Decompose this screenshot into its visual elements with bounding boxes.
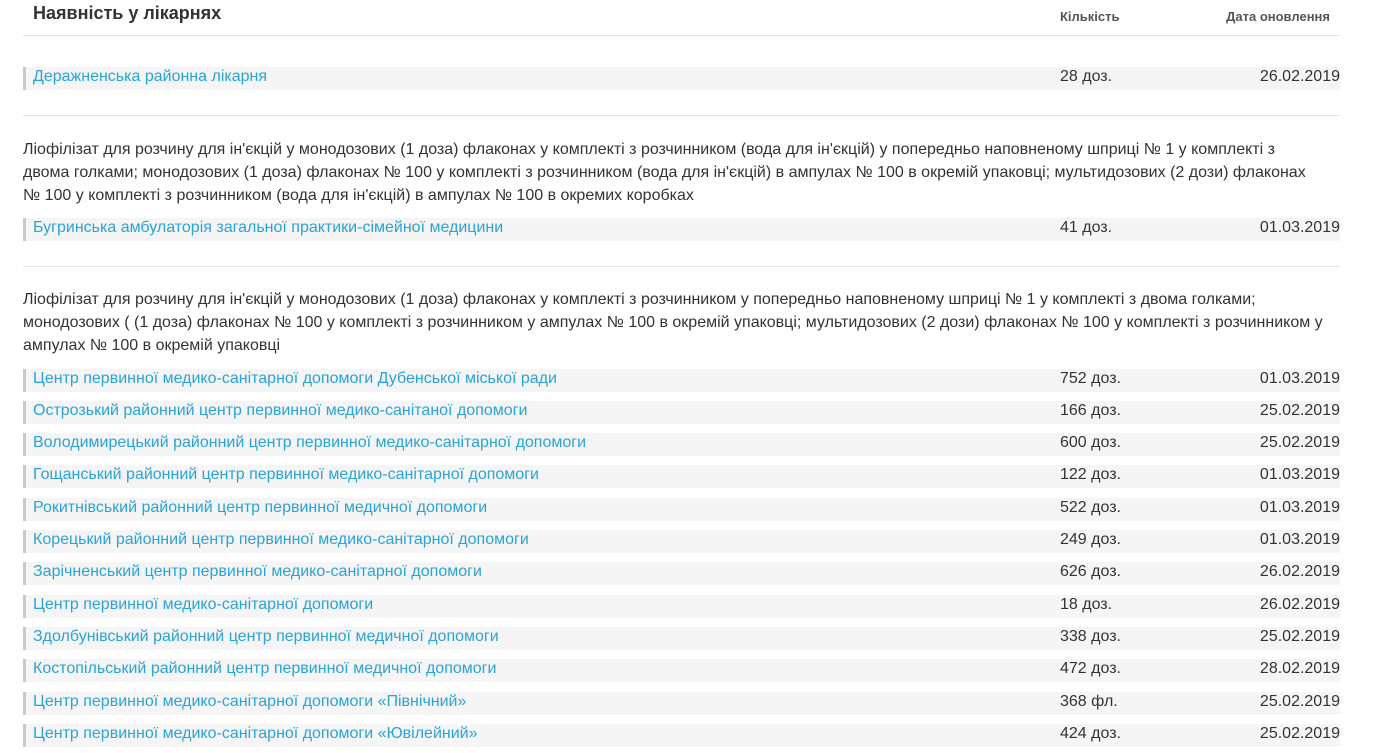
- date-column-header: Дата оновлення: [1226, 9, 1330, 24]
- quantity-value: 249 доз.: [1060, 531, 1121, 548]
- hospital-row: [23, 465, 1340, 488]
- update-date: 26.02.2019: [1259, 563, 1340, 580]
- hospital-link[interactable]: Зарічненський центр первинної медико-санітарної допомоги: [33, 563, 482, 580]
- hospital-link[interactable]: Центр первинної медико-санітарної допомоги «Північний»: [33, 693, 467, 710]
- group-divider: [23, 115, 1340, 116]
- hospital-row: [23, 595, 1340, 618]
- update-date: 28.02.2019: [1259, 660, 1340, 677]
- hospital-row: [23, 659, 1340, 682]
- quantity-value: 472 доз.: [1060, 660, 1121, 677]
- update-date: 25.02.2019: [1259, 434, 1340, 451]
- hospital-row: [23, 627, 1340, 650]
- product-description: Ліофілізат для розчину для ін'єкцій у монодозових (1 доза) флаконах у комплекті з розчинником у попередньо наповненому шприці № 1 у комплекті з двома голками; монодозових ( (1 доза) флаконах № 100 у комплекті з розчинником у ампулах № 100 в окремій упаковці; мультидозових (2 дози) флаконах № 100 у комплекті з розчинником у ампулах № 100 в окремій упаковці: [23, 291, 1323, 354]
- quantity-value: 122 доз.: [1060, 466, 1121, 483]
- hospital-link[interactable]: Центр первинної медико-санітарної допомоги Дубенської міської ради: [33, 370, 557, 387]
- hospital-link[interactable]: Костопільський районний центр первинної медичної допомоги: [33, 660, 497, 677]
- group-divider: [23, 266, 1340, 267]
- quantity-value: 338 доз.: [1060, 628, 1121, 645]
- hospital-link[interactable]: Корецький районний центр первинної медико-санітарної допомоги: [33, 531, 529, 548]
- update-date: 01.03.2019: [1259, 499, 1340, 516]
- section-title: Наявність у лікарнях: [33, 3, 222, 23]
- quantity-value: 522 доз.: [1060, 499, 1121, 516]
- hospital-row: [23, 67, 1340, 90]
- update-date: 25.02.2019: [1259, 693, 1340, 710]
- update-date: 26.02.2019: [1259, 596, 1340, 613]
- hospital-link[interactable]: Здолбунівський районний центр первинної медичної допомоги: [33, 628, 499, 645]
- hospital-row: [23, 218, 1340, 241]
- quantity-value: 626 доз.: [1060, 563, 1121, 580]
- hospital-row: [23, 530, 1340, 553]
- update-date: 25.02.2019: [1259, 628, 1340, 645]
- quantity-value: 41 доз.: [1060, 219, 1113, 236]
- quantity-value: 18 доз.: [1060, 596, 1113, 613]
- hospital-link[interactable]: Острозький районний центр первинної медико-санітаної допомоги: [33, 402, 528, 419]
- quantity-column-header: Кількість: [1060, 9, 1120, 24]
- hospital-row: [23, 401, 1340, 424]
- quantity-value: 752 доз.: [1060, 370, 1121, 387]
- update-date: 01.03.2019: [1259, 370, 1340, 387]
- hospital-link[interactable]: Володимирецький районний центр первинної медико-санітарної допомоги: [33, 434, 587, 451]
- hospital-link[interactable]: Центр первинної медико-санітарної допомоги: [33, 596, 374, 613]
- hospital-link[interactable]: Рокитнівський районний центр первинної медичної допомоги: [33, 499, 488, 516]
- hospital-row: [23, 692, 1340, 715]
- availability-section: [23, 0, 1340, 742]
- hospital-row: [23, 433, 1340, 456]
- update-date: 01.03.2019: [1259, 531, 1340, 548]
- quantity-value: 368 фл.: [1060, 693, 1118, 710]
- hospital-link[interactable]: Гощанський районний центр первинної медико-санітарної допомоги: [33, 466, 539, 483]
- hospital-link[interactable]: Центр первинної медико-санітарної допомоги «Ювілейний»: [33, 725, 478, 742]
- hospital-link[interactable]: Бугринська амбулаторія загальної практики-сімейної медицини: [33, 219, 504, 236]
- product-description: Ліофілізат для розчину для ін'єкцій у монодозових (1 доза) флаконах у комплекті з розчинником (вода для ін'єкцій) у попередньо наповненому шприці № 1 у комплекті з двома голками; монодозових (1 доза) флаконах № 100 у комплекті з розчинником (вода для ін'єкцій) в ампулах № 100 в окремій упаковці; мультидозових (2 дози) флаконах № 100 у комплекті з розчинником (вода для ін'єкцій) в ампулах № 100 в окремих коробках: [23, 141, 1306, 204]
- update-date: 25.02.2019: [1259, 725, 1340, 742]
- update-date: 01.03.2019: [1259, 466, 1340, 483]
- update-date: 25.02.2019: [1259, 402, 1340, 419]
- update-date: 01.03.2019: [1259, 219, 1340, 236]
- hospital-row: [23, 498, 1340, 521]
- quantity-value: 166 доз.: [1060, 402, 1121, 419]
- quantity-value: 600 доз.: [1060, 434, 1121, 451]
- quantity-value: 424 доз.: [1060, 725, 1121, 742]
- hospital-link[interactable]: Деражненська районна лікарня: [33, 68, 268, 85]
- update-date: 26.02.2019: [1259, 68, 1340, 85]
- hospital-row: [23, 562, 1340, 585]
- hospital-row: [23, 369, 1340, 392]
- quantity-value: 28 доз.: [1060, 68, 1113, 85]
- table-header: [23, 0, 1340, 36]
- hospital-row: [23, 724, 1340, 747]
